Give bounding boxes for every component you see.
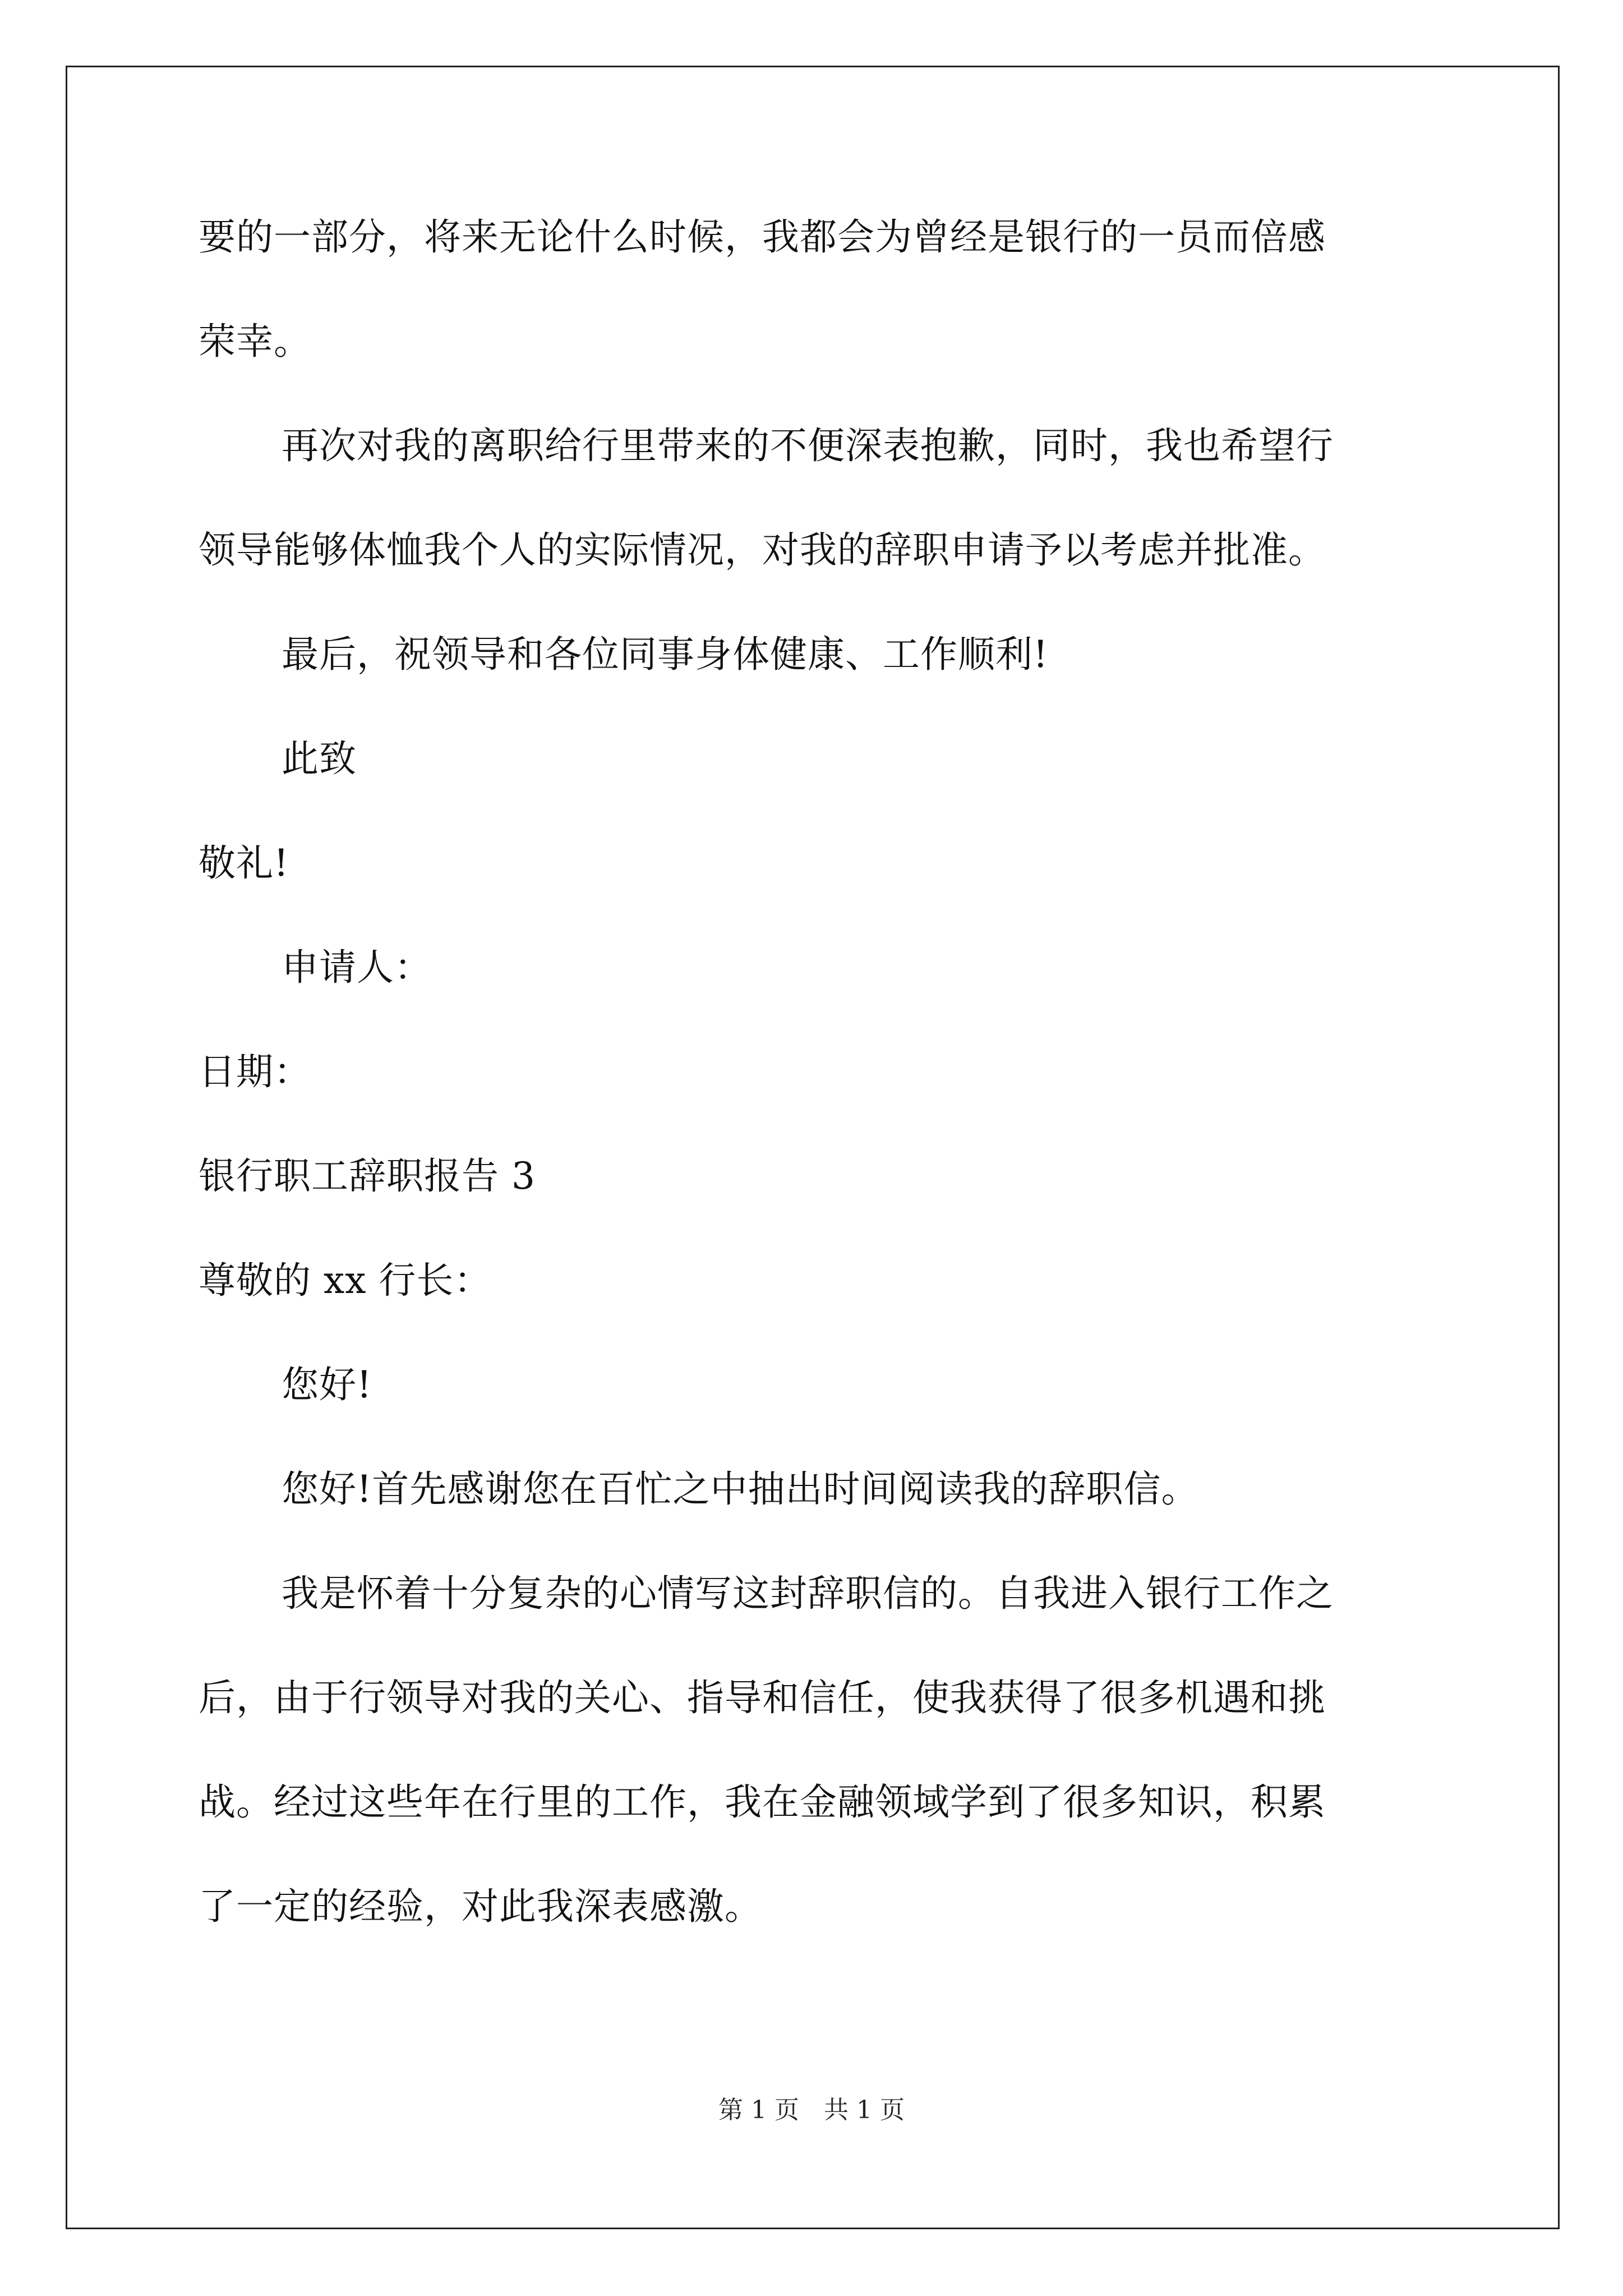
page-footer: 第 1 页 共 1 页 — [718, 2096, 905, 2124]
body-line: 您好!首先感谢您在百忙之中抽出时间阅读我的辞职信。 — [282, 1467, 1199, 1511]
body-line: 再次对我的离职给行里带来的不便深表抱歉，同时，我也希望行 — [282, 424, 1334, 467]
body-line: 后，由于行领导对我的关心、指导和信任，使我获得了很多机遇和挑 — [199, 1676, 1326, 1719]
body-line: 我是怀着十分复杂的心情写这封辞职信的。自我进入银行工作之 — [282, 1572, 1334, 1615]
salutation-line: 敬礼! — [199, 841, 289, 885]
applicant-label: 申请人： — [282, 946, 432, 989]
date-label: 日期： — [199, 1050, 311, 1093]
body-line: 领导能够体恤我个人的实际情况，对我的辞职申请予以考虑并批准。 — [199, 528, 1326, 572]
greeting-line: 您好! — [282, 1363, 372, 1406]
closing-line: 此致 — [282, 737, 357, 780]
body-line: 荣幸。 — [199, 320, 311, 363]
body-line: 最后，祝领导和各位同事身体健康、工作顺利! — [282, 633, 1049, 676]
section-title: 银行职工辞职报告 3 — [199, 1154, 536, 1198]
body-line: 要的一部分，将来无论什么时候，我都会为曾经是银行的一员而倍感 — [199, 215, 1326, 259]
body-line: 了一定的经验，对此我深表感激。 — [199, 1885, 762, 1928]
body-line: 战。经过这些年在行里的工作，我在金融领域学到了很多知识，积累 — [199, 1780, 1326, 1824]
addressee-line: 尊敬的 xx 行长： — [199, 1259, 492, 1302]
